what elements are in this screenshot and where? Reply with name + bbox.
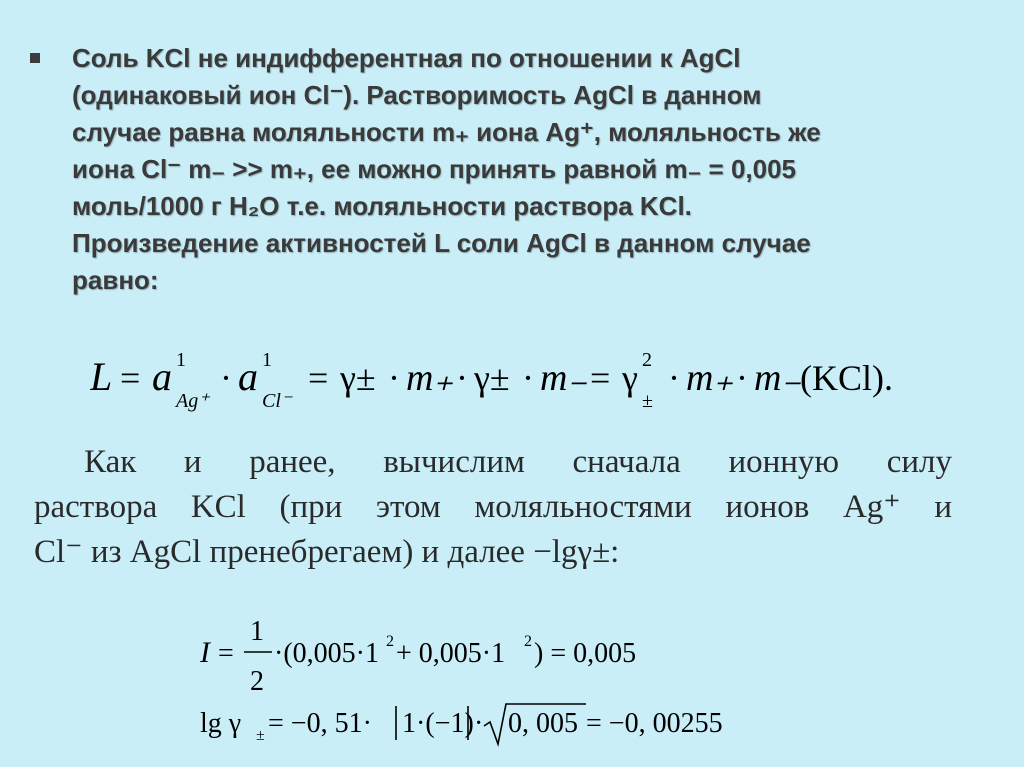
- para-line: [34, 440, 952, 485]
- bullet-square-icon: [30, 53, 40, 63]
- eq1-denominator: 2: [250, 666, 264, 697]
- bullet-paragraph: [30, 40, 970, 299]
- bullet-line: моль/1000 г H₂O т.е. моляльности раствора KCl.: [72, 191, 692, 221]
- formula-sub-pm: ±: [642, 390, 653, 412]
- formula-dot: ·: [736, 358, 748, 398]
- formula-sub-ag: Ag⁺: [176, 390, 209, 412]
- eq2-rhs: = −0, 00255: [586, 708, 723, 739]
- eq1-numerator: 1: [250, 616, 264, 647]
- lg-gamma-equation: [200, 700, 760, 750]
- ionic-strength-equation: [200, 610, 720, 700]
- formula-m-plus: m₊: [686, 357, 734, 399]
- para-line: раствора KCl (при этом моляльностями ионов Ag⁺ и: [34, 489, 952, 525]
- formula-sup: 1: [176, 352, 186, 371]
- para-line-text: Как и ранее, вычислим сначала ионную силу: [84, 444, 952, 480]
- eq2-dot: ·: [474, 708, 484, 739]
- bullet-line: иона Cl⁻ m₋ >> m₊, ее можно принять равной m₋ = 0,005: [72, 154, 797, 184]
- eq2-abs: 1·(−1): [402, 708, 474, 739]
- explanation-paragraph: [34, 440, 952, 575]
- eq2-sub: ±: [256, 727, 265, 744]
- eq1-sup2: 2: [524, 633, 532, 650]
- formula-gamma: γ±: [474, 358, 510, 398]
- eq2-coef: = −0, 51·: [268, 708, 372, 739]
- formula-sub-cl: Cl⁻: [262, 390, 292, 412]
- formula-a1: a: [152, 354, 172, 399]
- eq1-equals: =: [218, 638, 234, 669]
- formula-equals: =: [120, 358, 141, 398]
- eq1-body: ·(0,005·1: [274, 638, 379, 669]
- formula-kcl: (KCl).: [800, 358, 893, 398]
- eq1-sup: 2: [386, 633, 394, 650]
- formula-dot: ·: [522, 358, 534, 398]
- eq2-lhs: lg γ: [200, 708, 242, 739]
- formula-equals: =: [308, 358, 329, 398]
- formula-gamma-squared: γ: [622, 358, 638, 398]
- formula-equals: =: [590, 358, 611, 398]
- bullet-line: Произведение активностей L соли AgCl в данном случае: [72, 228, 811, 258]
- eq1-end: ) = 0,005: [534, 638, 637, 669]
- activity-product-formula: [90, 352, 910, 422]
- formula-m-minus: m₋: [540, 357, 588, 399]
- bullet-text: [72, 40, 970, 299]
- bullet-line: (одинаковый ион Cl⁻). Растворимость AgCl в данном: [72, 80, 762, 110]
- formula-sup: 1: [262, 352, 272, 371]
- para-line: Cl⁻ из AgCl пренебрегаем) и далее −lgγ±:: [34, 534, 620, 570]
- formula-dot: ·: [668, 358, 680, 398]
- formula-a2: a: [238, 354, 258, 399]
- formula-dot: ·: [456, 358, 468, 398]
- bullet-line: Соль KCl не индифферентная по отношении к AgCl: [72, 43, 741, 73]
- formula-m-minus: m₋: [754, 357, 802, 399]
- formula-dot: ·: [220, 358, 232, 398]
- formula-dot: ·: [388, 358, 400, 398]
- eq1-lhs: I: [200, 636, 210, 669]
- formula-sup: 2: [642, 352, 652, 371]
- eq1-mid: + 0,005·1: [396, 638, 506, 669]
- bullet-line: равно:: [72, 265, 159, 295]
- eq2-radicand: 0, 005: [508, 708, 578, 739]
- formula-gamma: γ±: [340, 358, 376, 398]
- formula-m-plus: m₊: [406, 357, 454, 399]
- bullet-line: случае равна моляльности m₊ иона Ag⁺, моляльность же: [72, 117, 821, 147]
- formula-L: L: [90, 354, 113, 399]
